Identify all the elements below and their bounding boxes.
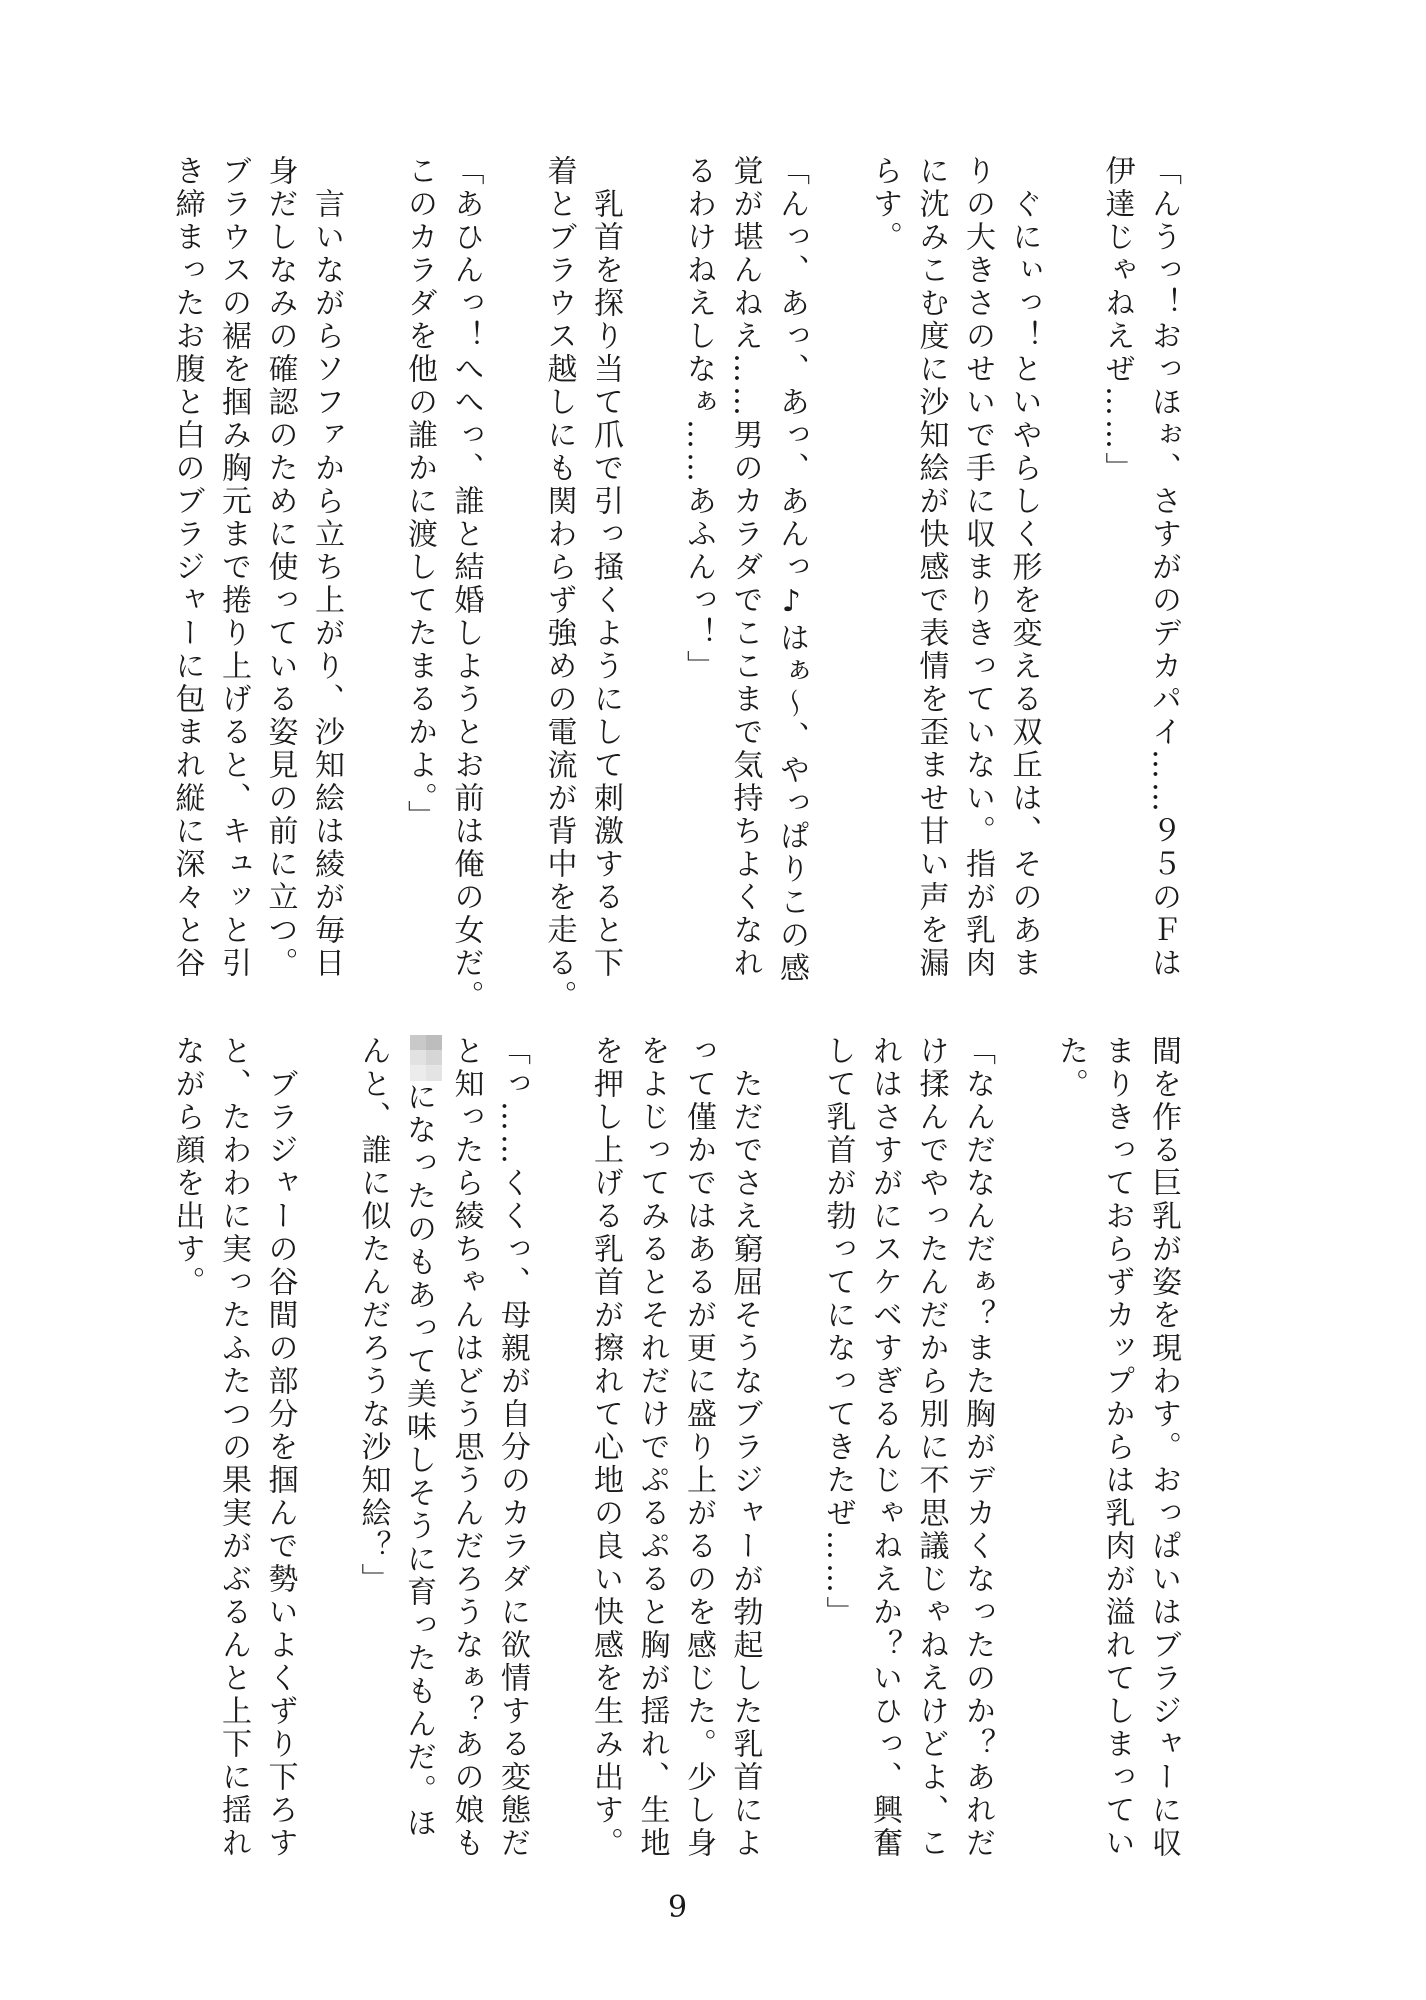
text-line: このカラダを他の誰かに渡してたまるかよ。」 <box>402 155 437 833</box>
paragraph-gap <box>489 155 536 1015</box>
text-line: ブラジャーの谷間の部分を掴んで勢いよくずり下ろす <box>262 1035 298 1860</box>
text-line: らす。 <box>867 155 902 254</box>
text-line: 乳首を探り当て爪で引っ掻くようにして刺激すると下 <box>588 155 623 980</box>
text-line: た。 <box>1053 1035 1088 1101</box>
text-line: 「っ……くくっ、母親が自分のカラダに欲情する変態だ <box>495 1035 530 1860</box>
paragraph-gap <box>1000 1035 1047 1895</box>
paragraph-gap <box>1047 155 1094 1015</box>
text-line: と知ったら綾ちゃんはどう思うんだろうなぁ？あの娘も <box>448 1035 484 1860</box>
text-line: 言いながらソファから立ち上がり、沙知絵は綾が毎日 <box>309 155 344 980</box>
paragraph-gap <box>349 155 396 1015</box>
paragraph-gap <box>628 155 675 1015</box>
text-block-bottom <box>163 1035 1186 1895</box>
text-block-top <box>163 155 1186 1015</box>
text-line: 間を作る巨乳が姿を現わす。おっぱいはブラジャーに収 <box>1146 1035 1181 1860</box>
text-line: になったのもあって美味しそうに育ったもんだ。ほ <box>401 1081 436 1840</box>
text-line: 身だしなみの確認のために使っている姿見の前に立つ。 <box>262 155 298 980</box>
text-line: ただでさえ窮屈そうなブラジャーが勃起した乳首によ <box>727 1035 763 1860</box>
text-line: して乳首が勃ってになってきたぜ……」 <box>820 1035 856 1629</box>
text-line: まりきっておらずカップからは乳肉が溢れてしまってい <box>1099 1035 1135 1860</box>
text-line: 伊達じゃねえぜ……」 <box>1099 155 1135 485</box>
mosaic-censor-block <box>410 1035 442 1081</box>
text-line: ぐにぃっ！といやらしく形を変える双丘は、そのあま <box>1006 155 1042 980</box>
text-line: って僅かではあるが更に盛り上がるのを感じた。少し身 <box>681 1035 716 1860</box>
text-line: き締まったお腹と白のブラジャーに包まれ縦に深々と谷 <box>169 155 205 980</box>
paragraph-gap <box>814 155 861 1015</box>
text-line: 「んうっ！おっほぉ、さすがのデカパイ……９５のＦは <box>1146 155 1181 980</box>
paragraph-gap <box>303 1035 350 1895</box>
text-line: を押し上げる乳首が擦れて心地の良い快感を生み出す。 <box>588 1035 623 1860</box>
text-line: れはさすがにスケベすぎるんじゃねえか？いひっ、興奮 <box>867 1035 902 1860</box>
text-line: と、たわわに実ったふたつの果実がぶるんと上下に揺れ <box>216 1035 251 1860</box>
text-line: け揉んでやったんだから別に不思議じゃねえけどよ、こ <box>913 1035 949 1860</box>
text-line-with-mosaic <box>396 1035 443 1895</box>
text-line: りの大きさのせいで手に収まりきっていない。指が乳肉 <box>960 155 995 980</box>
text-line: 覚が堪んねえ……男のカラダでここまで気持ちよくなれ <box>727 155 763 980</box>
text-line: んと、誰に似たんだろうな沙知絵？」 <box>355 1035 391 1596</box>
page-number: 9 <box>668 1890 688 1925</box>
text-line: ながら顔を出す。 <box>169 1035 205 1299</box>
text-line: 着とブラウス越しにも関わらず強めの電流が背中を走る。 <box>541 155 577 1013</box>
paragraph-gap <box>768 1035 815 1895</box>
text-line: 「あひんっ！へへっ、誰と結婚しようとお前は俺の女だ。 <box>448 155 484 1013</box>
paragraph-gap <box>535 1035 582 1895</box>
text-line: 「んっ、あっ、あっ、あんっ♪はぁ～、やっぱりこの感 <box>774 155 809 985</box>
text-line: ブラウスの裾を掴み胸元まで捲り上げると、キュッと引 <box>216 155 251 980</box>
text-line: 「なんだなんだぁ？また胸がデカくなったのか？あれだ <box>960 1035 995 1860</box>
text-line: をよじってみるとそれだけでぷるぷると胸が揺れ、生地 <box>634 1035 670 1860</box>
text-line: るわけねえしなぁ……あふんっ！」 <box>681 155 716 683</box>
text-line: に沈みこむ度に沙知絵が快感で表情を歪ませ甘い声を漏 <box>913 155 949 980</box>
